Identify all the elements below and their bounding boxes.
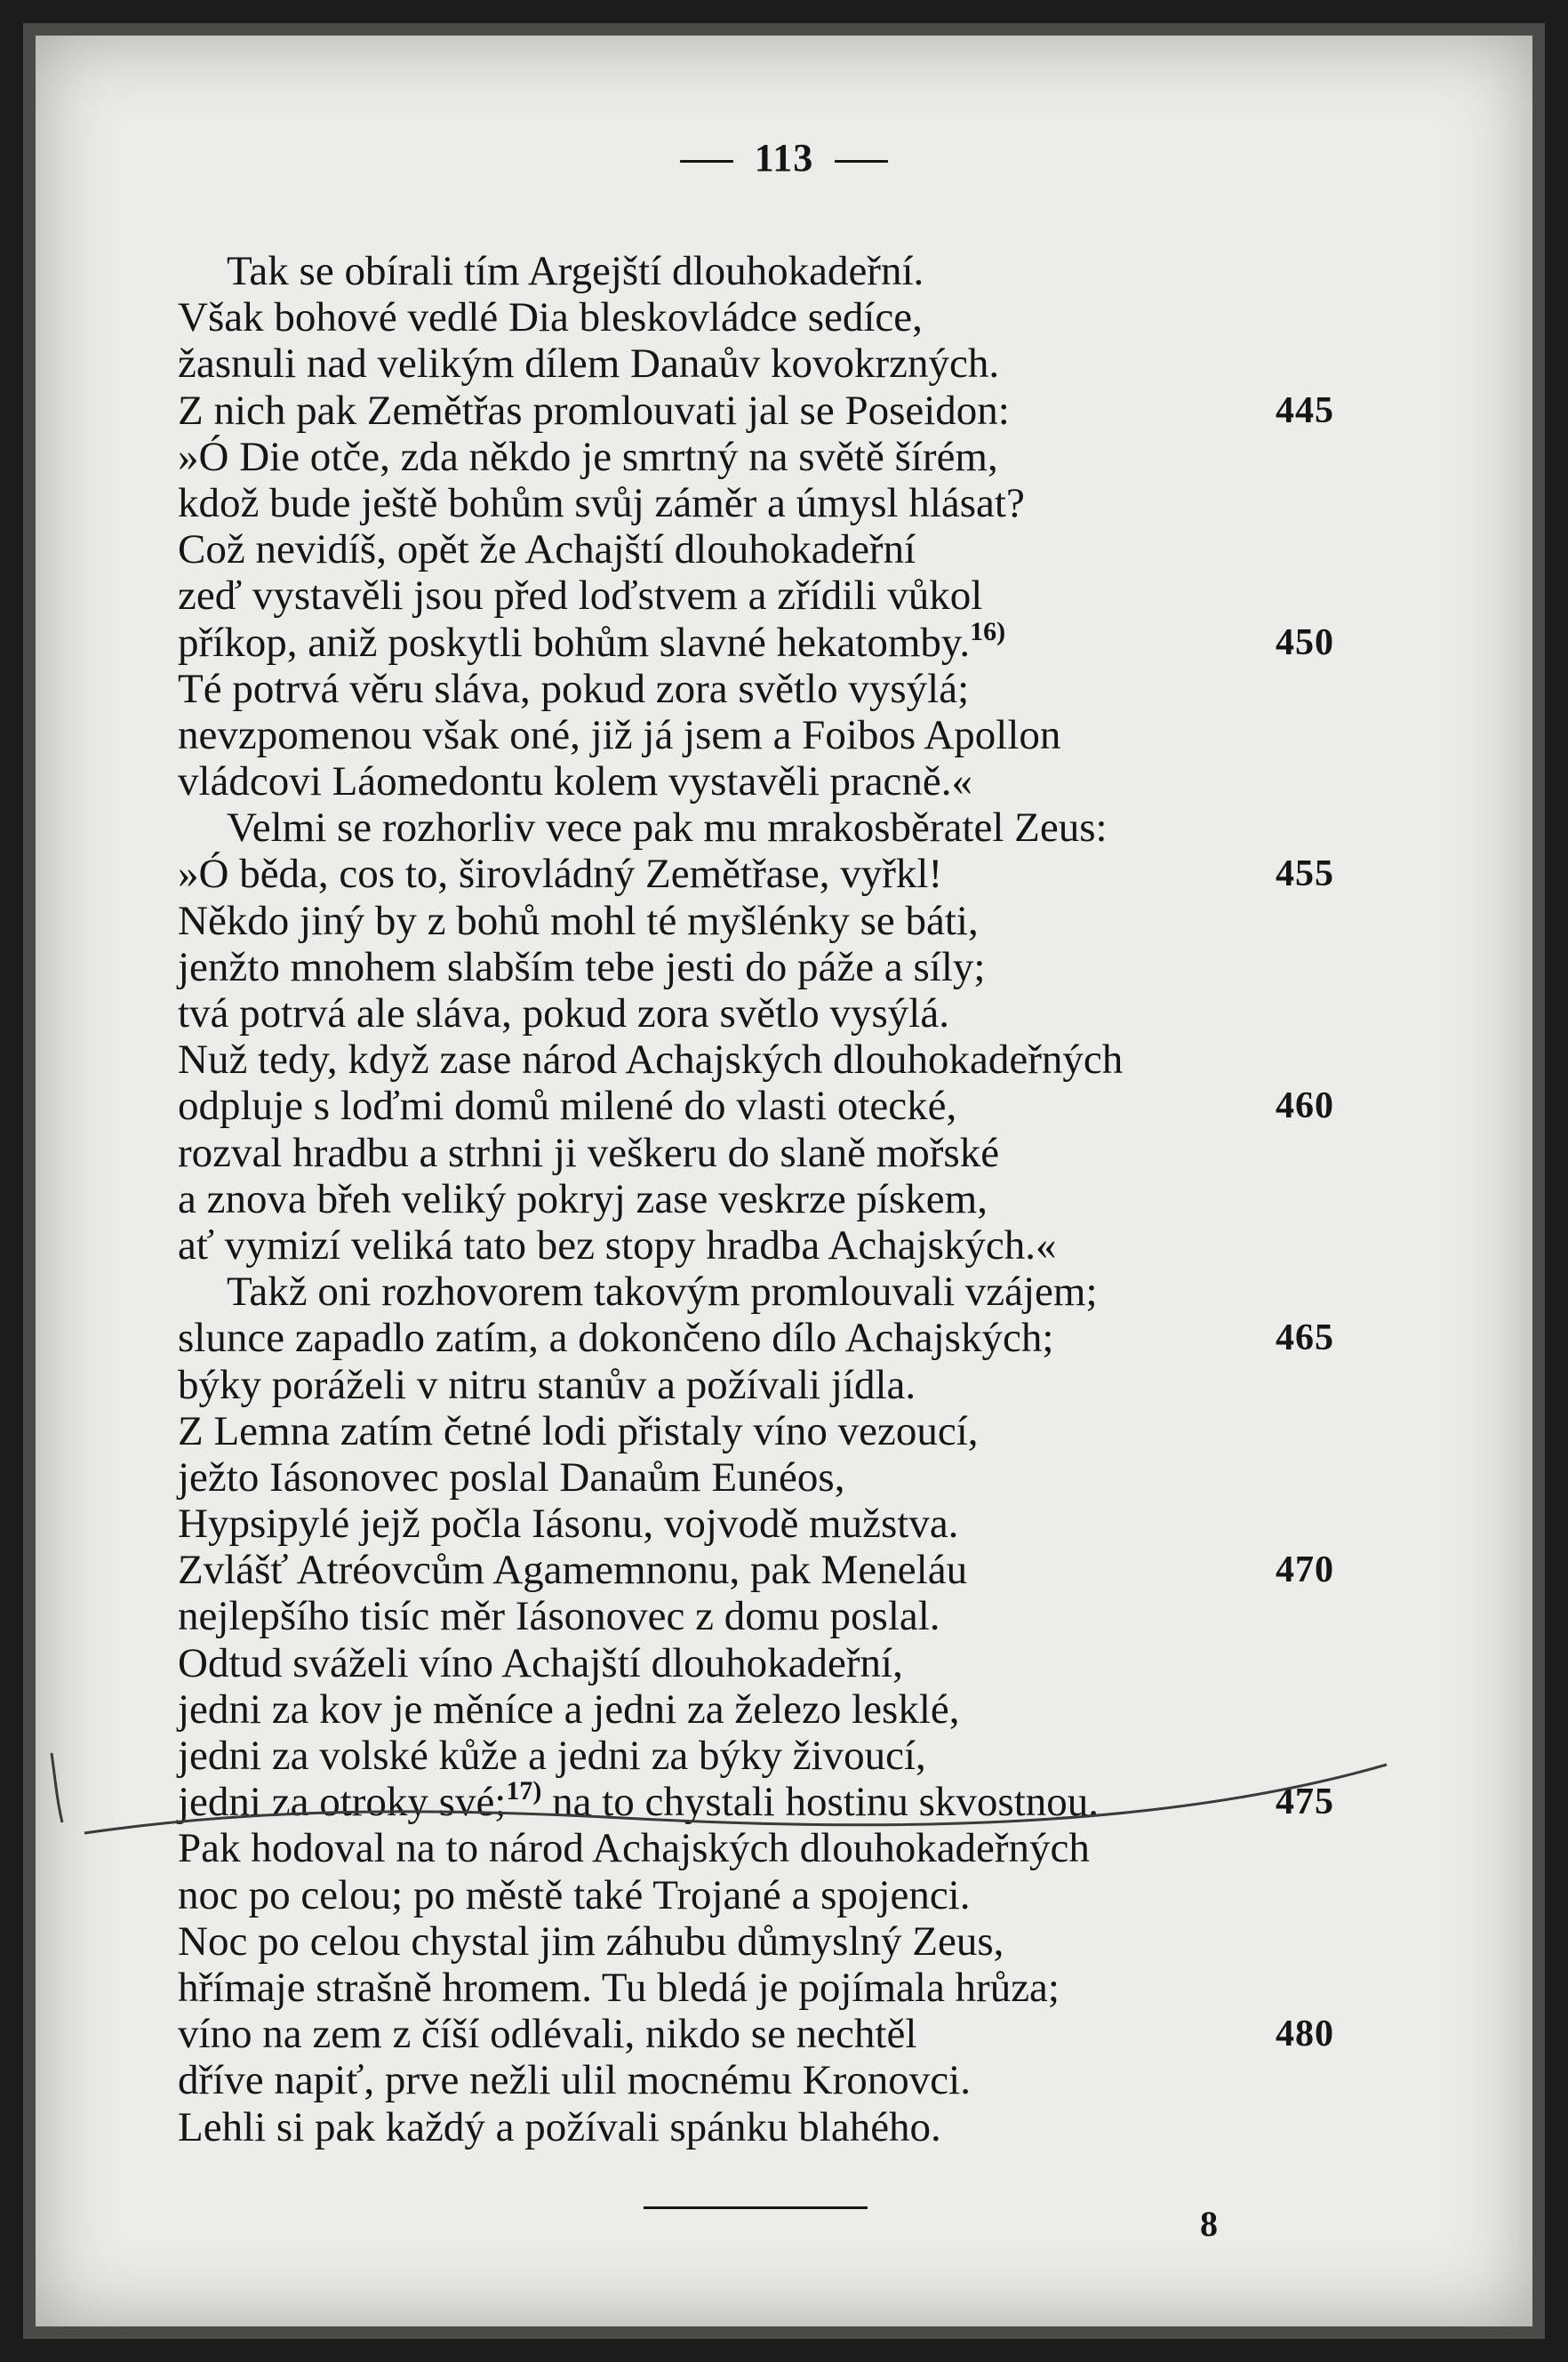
verse-text-main: Lehli si pak každý a požívali spánku blahého. bbox=[178, 2103, 941, 2150]
line-number: 460 bbox=[1276, 1085, 1334, 1127]
verse-text-main: Odtud sváželi víno Achajští dlouhokadeřní, bbox=[178, 1639, 903, 1686]
verse-text-main: příkop, aniž poskytli bohům slavné hekatomby. bbox=[178, 619, 971, 666]
verse-text-main: Zvlášť Atréovcům Agamemnonu, pak Meneláu bbox=[178, 1547, 968, 1594]
verse-text-main: víno na zem z číší odlévali, nikdo se nechtěl bbox=[178, 2011, 917, 2058]
verse-text-main: Z Lemna zatím četné lodi přistaly víno vezoucí, bbox=[178, 1407, 979, 1454]
verse-text-main: nevzpomenou však oné, již já jsem a Foibos Apollon bbox=[178, 711, 1061, 758]
verse-text-main: Hypsipylé jejž počla Iásonu, vojvodě mužstva. bbox=[178, 1501, 959, 1548]
verse-text-main: noc po celou; po městě také Trojané a spojenci. bbox=[178, 1871, 971, 1918]
verse-text-main: ať vymizí veliká tato bez stopy hradba Achajských.« bbox=[178, 1221, 1057, 1269]
line-number: 480 bbox=[1276, 2014, 1334, 2055]
verse-text-main: Pak hodoval na to národ Achajských dlouhokadeřných bbox=[178, 1825, 1090, 1872]
verse-text-main: »Ó Die otče, zda někdo je smrtný na světě šírém, bbox=[178, 433, 998, 480]
bottom-rule bbox=[644, 2206, 868, 2209]
footnote-marker: 17) bbox=[506, 1776, 542, 1806]
verse-text-main: jenžto mnohem slabším tebe jesti do páže a síly; bbox=[178, 943, 986, 990]
line-number: 470 bbox=[1276, 1549, 1334, 1591]
verse-text-main: ježto Iásonovec poslal Danaům Eunéos, bbox=[178, 1453, 845, 1501]
verse-text-main: Noc po celou chystal jim záhubu důmyslný Zeus, bbox=[178, 1918, 1004, 1965]
verse-text-main: slunce zapadlo zatím, a dokončeno dílo Achajských; bbox=[178, 1315, 1054, 1362]
line-number: 445 bbox=[1276, 389, 1334, 431]
line-number: 465 bbox=[1276, 1317, 1334, 1359]
verse-text-main: Však bohové vedlé Dia bleskovládce sedíce, bbox=[178, 294, 923, 341]
verse-text-main: vládcovi Láomedontu kolem vystavěli pracně.« bbox=[178, 758, 973, 805]
verse-text-main: Z nich pak Zemětřas promlouvati jal se Poseidon: bbox=[178, 387, 1010, 434]
signature-mark: 8 bbox=[1200, 2204, 1218, 2244]
verse-text-main: Někdo jiný by z bohů mohl té myšlénky se báti, bbox=[178, 897, 979, 944]
footnote-marker: 16) bbox=[970, 616, 1006, 646]
verse-text-main: Takž oni rozhovorem takovým promlouvali vzájem; bbox=[227, 1269, 1098, 1316]
line-number: 475 bbox=[1276, 1782, 1334, 1823]
line-number: 455 bbox=[1276, 853, 1334, 895]
verse-text-main: Nuž tedy, když zase národ Achajských dlouhokadeřných bbox=[178, 1037, 1124, 1084]
verse-text-main: kdož bude ještě bohům svůj záměr a úmysl hlásat? bbox=[178, 479, 1025, 526]
verse-text-main: žasnuli nad velikým dílem Danaův kovokrzných. bbox=[178, 340, 1000, 388]
verse-text-main: odpluje s loďmi domů milené do vlasti otecké, bbox=[178, 1083, 957, 1130]
verse-text-main: zeď vystavěli jsou před loďstvem a zřídili vůkol bbox=[178, 572, 983, 620]
verse-text-main: Tak se obírali tím Argejští dlouhokadeřní. bbox=[227, 248, 924, 294]
verse-text-main: býky poráželi v nitru stanův a požívali jídla. bbox=[178, 1361, 916, 1408]
verse-text-main: »Ó běda, cos to, širovládný Zemětřase, vyřkl! bbox=[178, 851, 943, 898]
verse-text-tail: na to chystali hostinu skvostnou. bbox=[541, 1779, 1100, 1826]
verse-text-main: dříve napiť, prve nežli ulil mocnému Kronovci. bbox=[178, 2057, 971, 2104]
verse-text-main: Což nevidíš, opět že Achajští dlouhokadeřní bbox=[178, 526, 916, 573]
verse-text-main: rozval hradbu a strhni ji veškeru do slaně mořské bbox=[178, 1129, 1000, 1176]
page-number: 113 bbox=[754, 136, 814, 180]
verse-text-main: jedni za volské kůže a jedni za býky živoucí, bbox=[178, 1733, 926, 1779]
verse-text-main: nejlepšího tisíc měr Iásonovec z domu poslal. bbox=[178, 1593, 940, 1640]
line-number: 450 bbox=[1276, 621, 1334, 663]
verse-text-main: Té potrvá věru sláva, pokud zora světlo vysýlá; bbox=[178, 665, 970, 712]
verse-text-main: jedni za otroky své; bbox=[178, 1779, 507, 1826]
verse-text-main: tvá potrvá ale sláva, pokud zora světlo vysýlá. bbox=[178, 990, 949, 1037]
verse-text-main: jedni za kov je měníce a jedni za železo lesklé, bbox=[178, 1685, 960, 1733]
verse-text-main: Velmi se rozhorliv vece pak mu mrakosběratel Zeus: bbox=[227, 805, 1108, 852]
verse-text-main: hřímaje strašně hromem. Tu bledá je pojímala hrůza; bbox=[178, 1964, 1060, 2011]
verse-text-main: a znova břeh veliký pokryj zase veskrze pískem, bbox=[178, 1175, 988, 1222]
